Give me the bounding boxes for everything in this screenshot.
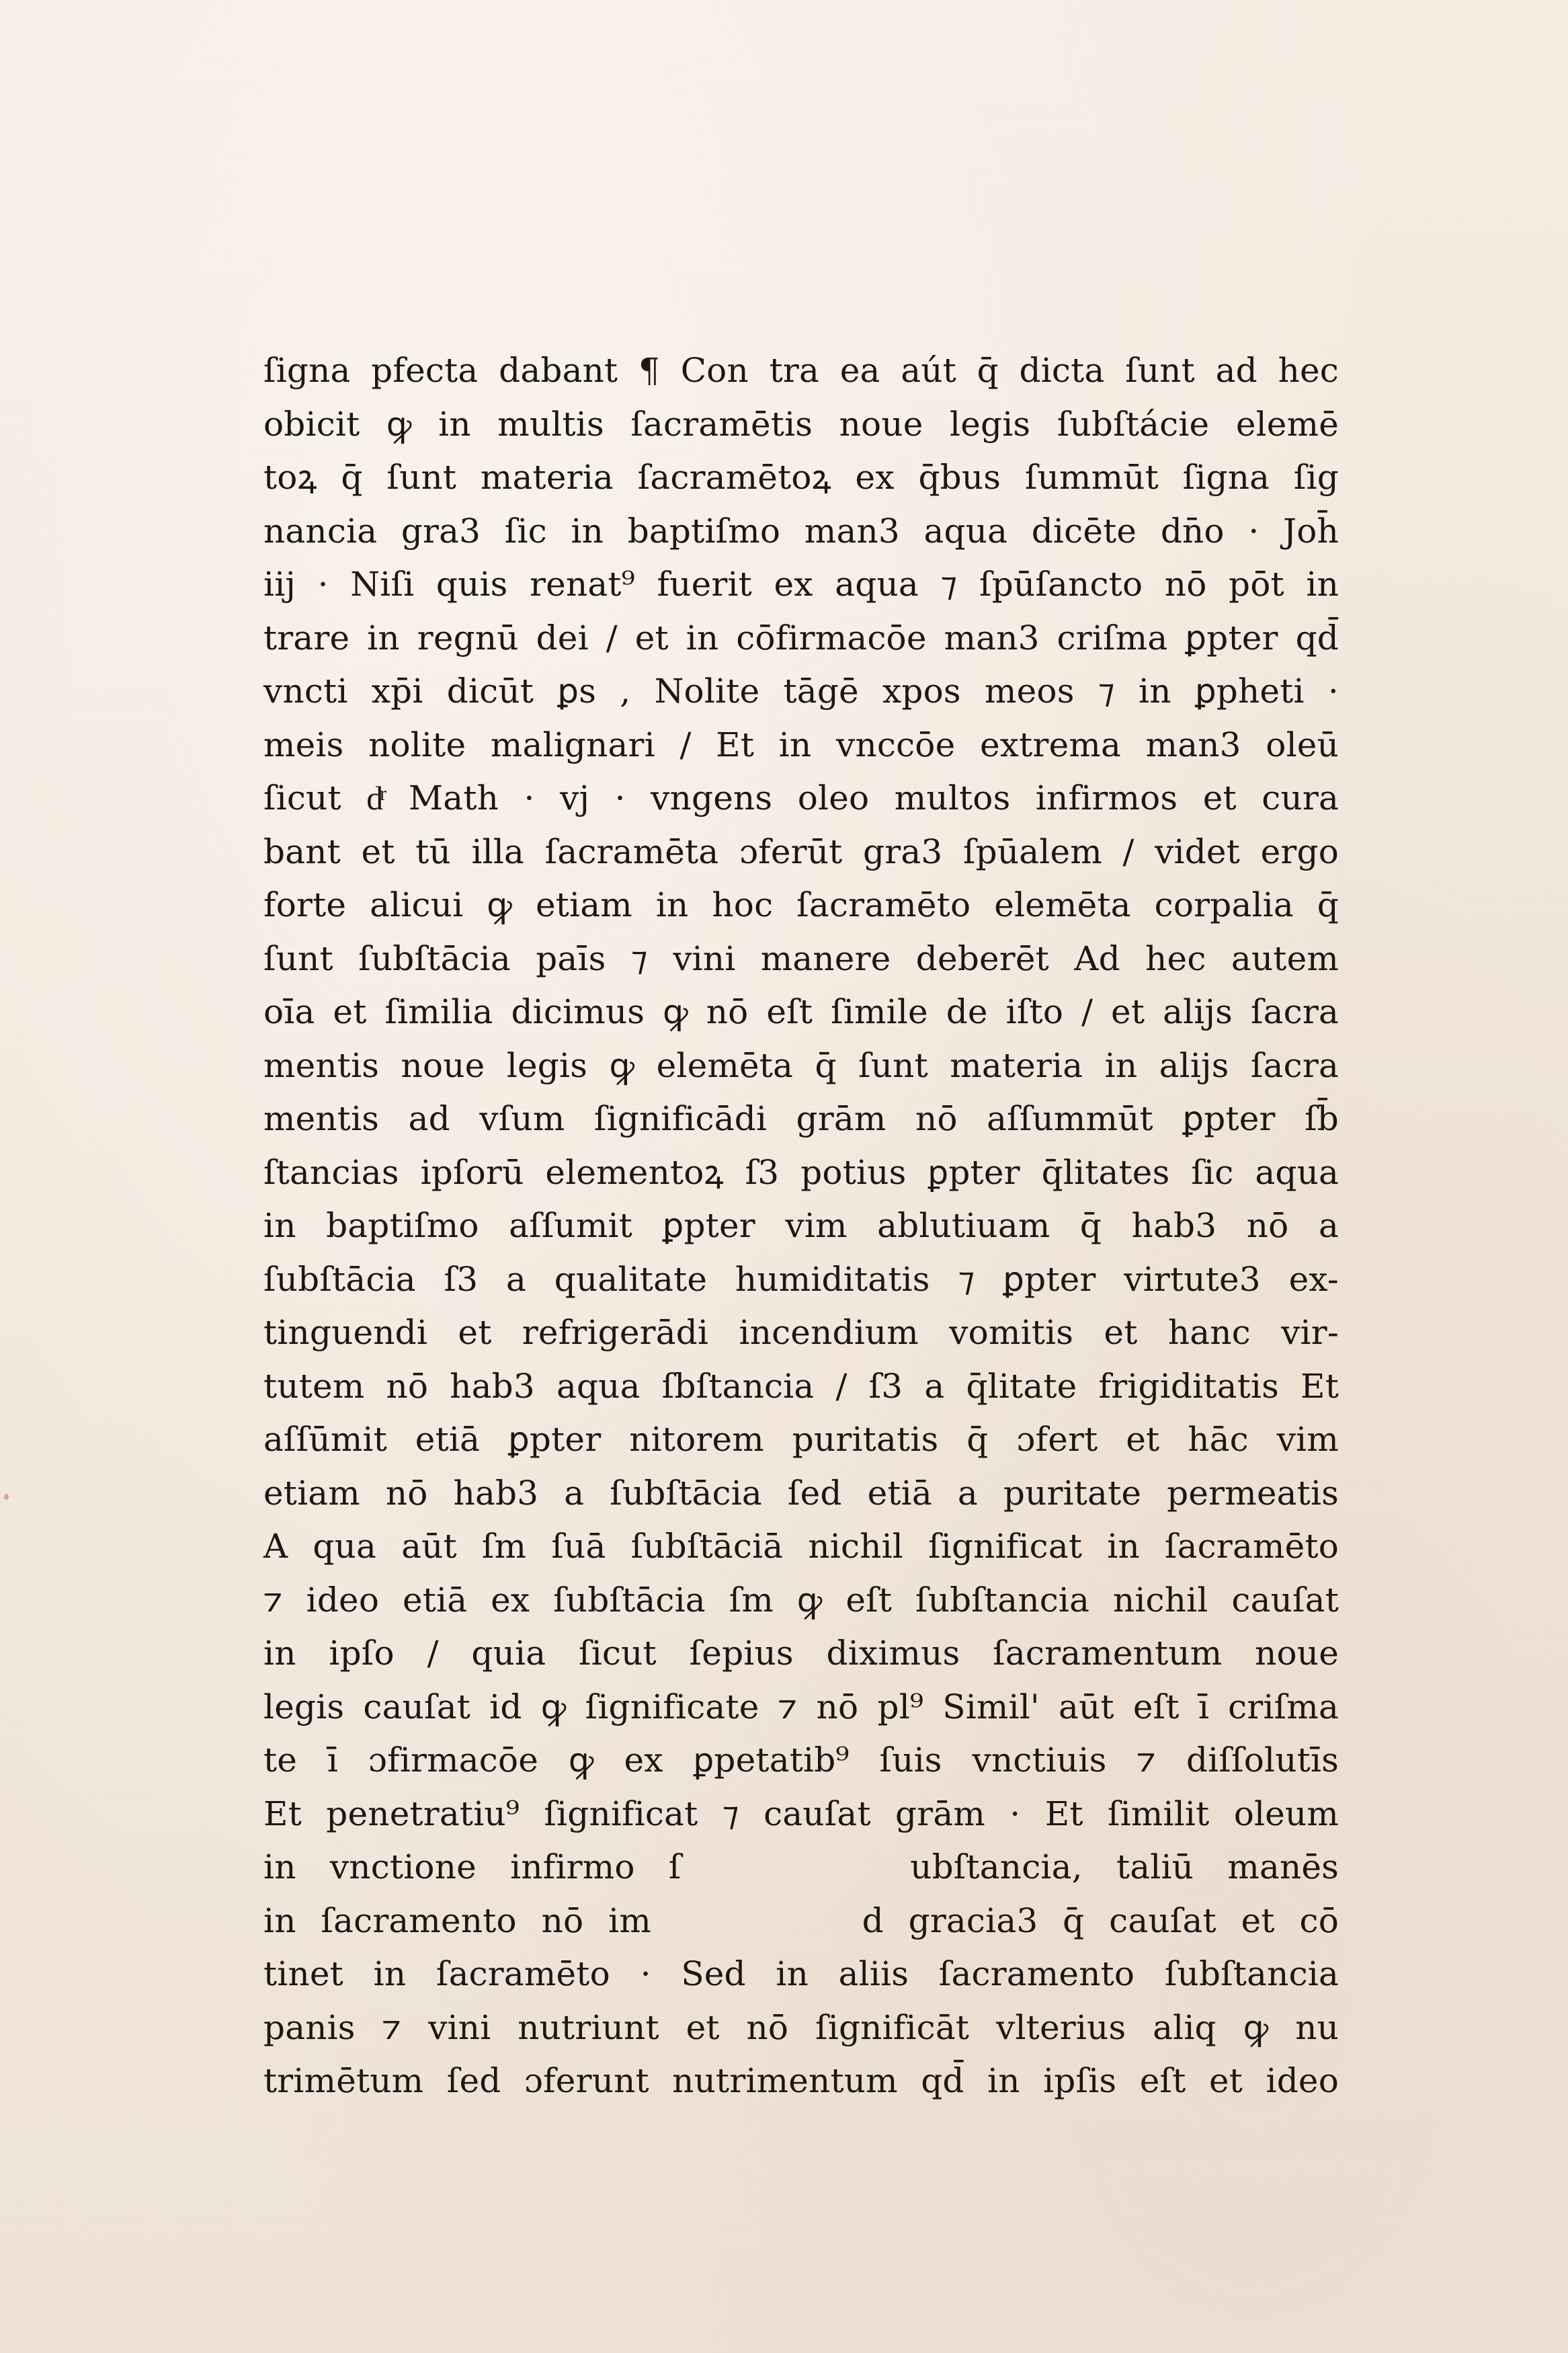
text-line: mentis noue legis ꝙ elemēta q̄ ſunt materia in alijs ſacra <box>263 1045 1339 1085</box>
text-line: ſigna pfecta dabant ¶ Con tra ea aút q̄ dicta ſunt ad hec <box>263 351 1339 390</box>
text-line: tinguendi et refrigerādi incendium vomitis et hanc vir- <box>263 1313 1339 1352</box>
text-line: meis nolite malignari / Et in vnccōe extrema man3 oleū <box>263 725 1339 764</box>
text-line: trimētum ſed ɔferunt nutrimentum qd̄ in ipſis eſt et ideo <box>263 2061 1339 2100</box>
text-line: mentis ad vſum ſignificādi grām nō aſſummūt ꝑpter ſb̄ <box>263 1099 1339 1138</box>
text-line: Et penetratiu⁹ ſignificat ⁊ cauſat grām · Et ſimilit oleum <box>263 1794 1339 1833</box>
text-line: trare in regnū dei / et in cōfirmacōe man3 criſma ꝑpter qd̄ <box>263 618 1339 657</box>
text-line: ⁊ ideo etiā ex ſubſtācia ſm ꝙ eſt ſubſtancia nichil cauſat <box>263 1580 1339 1620</box>
text-line: aſſūmit etiā ꝑpter nitorem puritatis q̄ ɔfert et hāc vim <box>263 1420 1339 1459</box>
text-line: iij · Niſi quis renat⁹ fuerit ex aqua ⁊ ſpūſancto nō pōt in <box>263 565 1339 604</box>
paper-speck <box>4 1494 9 1500</box>
text-line: legis cauſat id ꝙ ſignificate ⁊ nō pl⁹ Simil' aūt eſt ī criſma <box>263 1687 1339 1726</box>
text-line: ſicut dͬ Math · vj · vngens oleo multos infirmos et cura <box>263 779 1339 817</box>
text-line: A qua aūt ſm ſuā ſubſtāciā nichil ſignificat in ſacramēto <box>263 1527 1339 1566</box>
text-line: nancia gra3 ſic in baptiſmo man3 aqua dicēte dn̄o · Joh̄ <box>263 511 1339 551</box>
text-line: te ī ɔfirmacōe ꝙ ex ꝑpetatib⁹ ſuis vnctiuis ⁊ diſſolutīs <box>263 1741 1339 1780</box>
text-line: etiam nō hab3 a ſubſtācia ſed etiā a puritate permeatis <box>263 1473 1339 1513</box>
text-line: ſubſtācia ſ3 a qualitate humiditatis ⁊ ꝑpter virtute3 ex- <box>263 1259 1339 1299</box>
text-block <box>263 344 1339 2213</box>
text-line: tinet in ſacramēto · Sed in aliis ſacramento ſubſtancia <box>263 1954 1339 1993</box>
text-line: bant et tū illa ſacramēta ɔferūt gra3 ſpūalem / videt ergo <box>263 832 1339 871</box>
text-line: in baptiſmo aſſumit ꝑpter vim ablutiuam q̄ hab3 nō a <box>263 1206 1339 1245</box>
text-line: ſtancias ipſorū elementoꝝ ſ3 potius ꝑpter q̄litates ſic aqua <box>263 1152 1339 1192</box>
text-line: obicit ꝙ in multis ſacramētis noue legis ſubſtácie elemē <box>263 404 1339 444</box>
text-line: forte alicui ꝙ etiam in hoc ſacramēto elemēta corpalia q̄ <box>263 885 1339 924</box>
text-line: in ſacramento nō im d gracia3 q̄ cauſat et cō <box>263 1901 1339 1940</box>
text-line: vncti xp̄i dicūt ꝑs , Nolite tāgē xpos meos ⁊ in ꝑpheti · <box>263 672 1339 711</box>
text-line: toꝝ q̄ ſunt materia ſacramētoꝝ ex q̄bus ſummūt ſigna ſig <box>263 458 1339 497</box>
text-line: tutem nō hab3 aqua ſbſtancia / ſ3 a q̄litate frigiditatis Et <box>263 1366 1339 1406</box>
text-line: oīa et ſimilia dicimus ꝙ nō eſt ſimile de iſto / et alijs ſacra <box>263 992 1339 1031</box>
text-line: in ipſo / quia ſicut ſepius diximus ſacramentum noue <box>263 1634 1339 1673</box>
text-line: ſunt ſubſtācia paīs ⁊ vini manere deberēt Ad hec autem <box>263 939 1339 978</box>
text-line: in vnctione infirmo ſ ubſtancia, taliū manēs <box>263 1847 1339 1886</box>
text-line: panis ⁊ vini nutriunt et nō ſignificāt vlterius aliq ꝙ nu <box>263 2007 1339 2047</box>
